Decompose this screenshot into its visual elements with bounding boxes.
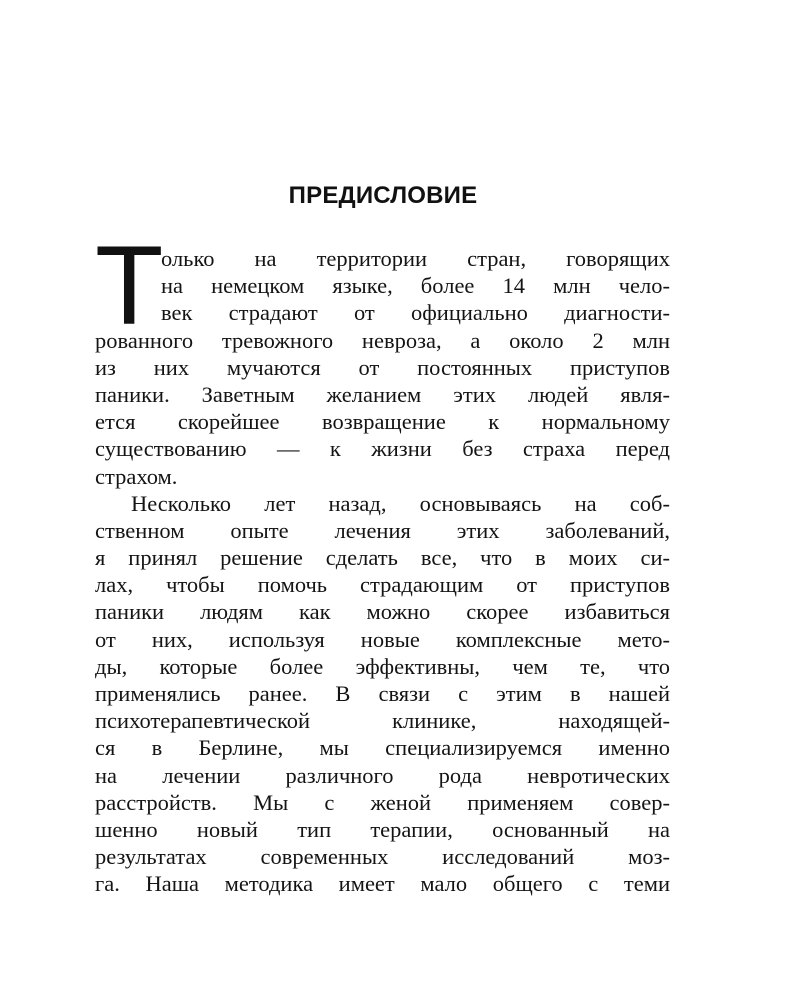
text-line: паники. Заветным желанием этих людей явля- <box>95 381 670 407</box>
text-line: ды, которые более эффективны, чем те, что <box>95 653 670 679</box>
text-line: из них мучаются от постоянных приступов <box>95 354 670 380</box>
text-line: результатах современных исследований моз- <box>95 844 670 870</box>
text-line: олько на территории стран, говорящих <box>161 246 670 271</box>
text-line: существованию — к жизни без страха перед <box>95 436 670 462</box>
text-line: Несколько лет назад, основываясь на соб- <box>131 490 670 516</box>
text-line: я принял решение сделать все, что в моих си- <box>95 545 670 571</box>
text-line: ственном опыте лечения этих заболеваний, <box>95 517 670 543</box>
text-line: шенно новый тип терапии, основанный на <box>95 816 670 842</box>
text-line: лах, чтобы помочь страдающим от приступов <box>95 572 670 598</box>
text-line: от них, используя новые комплексные мето- <box>95 626 670 652</box>
text-line: расстройств. Мы с женой применяем совер- <box>95 789 670 815</box>
text-line: страхом. <box>95 463 178 489</box>
drop-cap-letter: Т <box>95 223 164 348</box>
text-line: век страдают от официально диагности- <box>161 300 670 326</box>
chapter-title: ПРЕДИСЛОВИЕ <box>288 182 478 209</box>
body-text <box>95 245 670 898</box>
text-line: психотерапевтической клинике, находящей- <box>95 708 670 734</box>
text-line: на немецком языке, более 14 млн чело- <box>161 273 670 299</box>
text-line: применялись ранее. В связи с этим в нашей <box>95 681 670 706</box>
text-line: рованного тревожного невроза, а около 2 млн <box>95 327 670 353</box>
text-line: ся в Берлине, мы специализируемся именно <box>95 735 670 761</box>
text-line: паники людям как можно скорее избавиться <box>95 599 670 625</box>
text-line: ется скорейшее возвращение к нормальному <box>95 409 670 435</box>
text-line: га. Наша методика имеет мало общего с теми <box>95 871 670 897</box>
text-line: на лечении различного рода невротических <box>95 762 670 788</box>
